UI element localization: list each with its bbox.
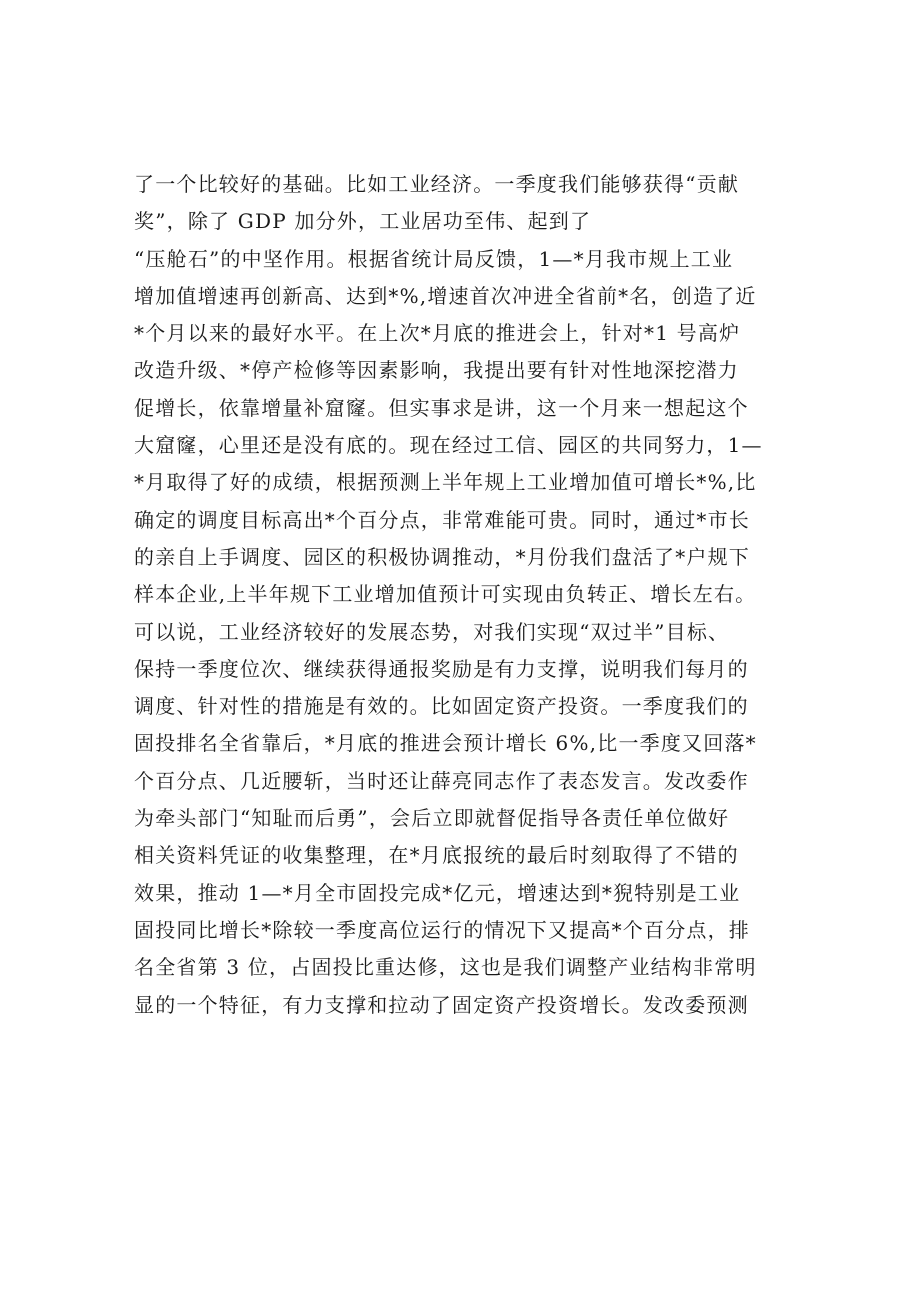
text-line: 的亲自上手调度、园区的积极协调推动，*月份我们盘活了*户规下 [134, 544, 750, 569]
text-line: 效果，推动 1—*月全市固投完成*亿元，增速达到*猊特别是工业 [134, 880, 741, 905]
text-line: “压舱石”的中坚作用。根据省统计局反馈，1—*月我市规上工业 [134, 246, 734, 271]
text-line: 奖”，除了 GDP 加分外，工业居功至伟、起到了 [134, 209, 592, 234]
text-line: 大窟窿，心里还是没有底的。现在经过工信、园区的共同努力，1— [134, 433, 763, 458]
text-line: 样本企业,上半年规下工业增加值预计可实现由负转正、增长左右。 [134, 582, 757, 607]
text-line: *个月以来的最好水平。在上次*月底的推进会上，针对*1 号高炉 [134, 321, 741, 346]
text-line: 个百分点、几近腰斩，当时还让薛亮同志作了表态发言。发改委作 [134, 768, 749, 793]
text-line: *月取得了好的成绩，根据预测上半年规上工业增加值可增长*%,比 [134, 470, 757, 495]
text-line: 改造升级、*停产检修等因素影响，我提出要有针对性地深挖潜力 [134, 358, 739, 383]
text-line: 可以说，工业经济较好的发展态势，对我们实现“双过半”目标、 [134, 619, 730, 644]
text-line: 保持一季度位次、继续获得通报奖励是有力支撑，说明我们每月的 [134, 656, 749, 681]
text-line: 显的一个特征，有力支撑和拉动了固定资产投资增长。发改委预测 [134, 992, 749, 1017]
text-line: 了一个比较好的基础。比如工业经济。一季度我们能够获得“贡献 [134, 172, 740, 196]
text-line: 名全省第 3 位，占固投比重达修，这也是我们调整产业结构非常明 [134, 955, 757, 980]
text-line: 为牵头部门“知耻而后勇”，会后立即就督促指导各责任单位做好 [134, 806, 730, 831]
text-line: 确定的调度目标高出*个百分点，非常难能可贵。同时，通过*市长 [134, 507, 750, 532]
text-line: 调度、针对性的措施是有效的。比如固定资产投资。一季度我们的 [134, 694, 749, 719]
text-line: 相关资料凭证的收集整理，在*月底报统的最后时刻取得了不错的 [134, 843, 739, 868]
body-text [134, 166, 814, 1024]
text-line: 促增长，依靠增量补窟窿。但实事求是讲，这一个月来一想起这个 [134, 395, 749, 420]
text-line: 固投排名全省靠后，*月底的推进会预计增长 6%,比一季度又回落* [134, 731, 757, 756]
text-line: 固投同比增长*除较一季度高位运行的情况下又提高*个百分点，排 [134, 917, 750, 942]
text-line: 增加值增速再创新高、达到*%,增速首次冲进全省前*名，创造了近 [134, 283, 757, 308]
